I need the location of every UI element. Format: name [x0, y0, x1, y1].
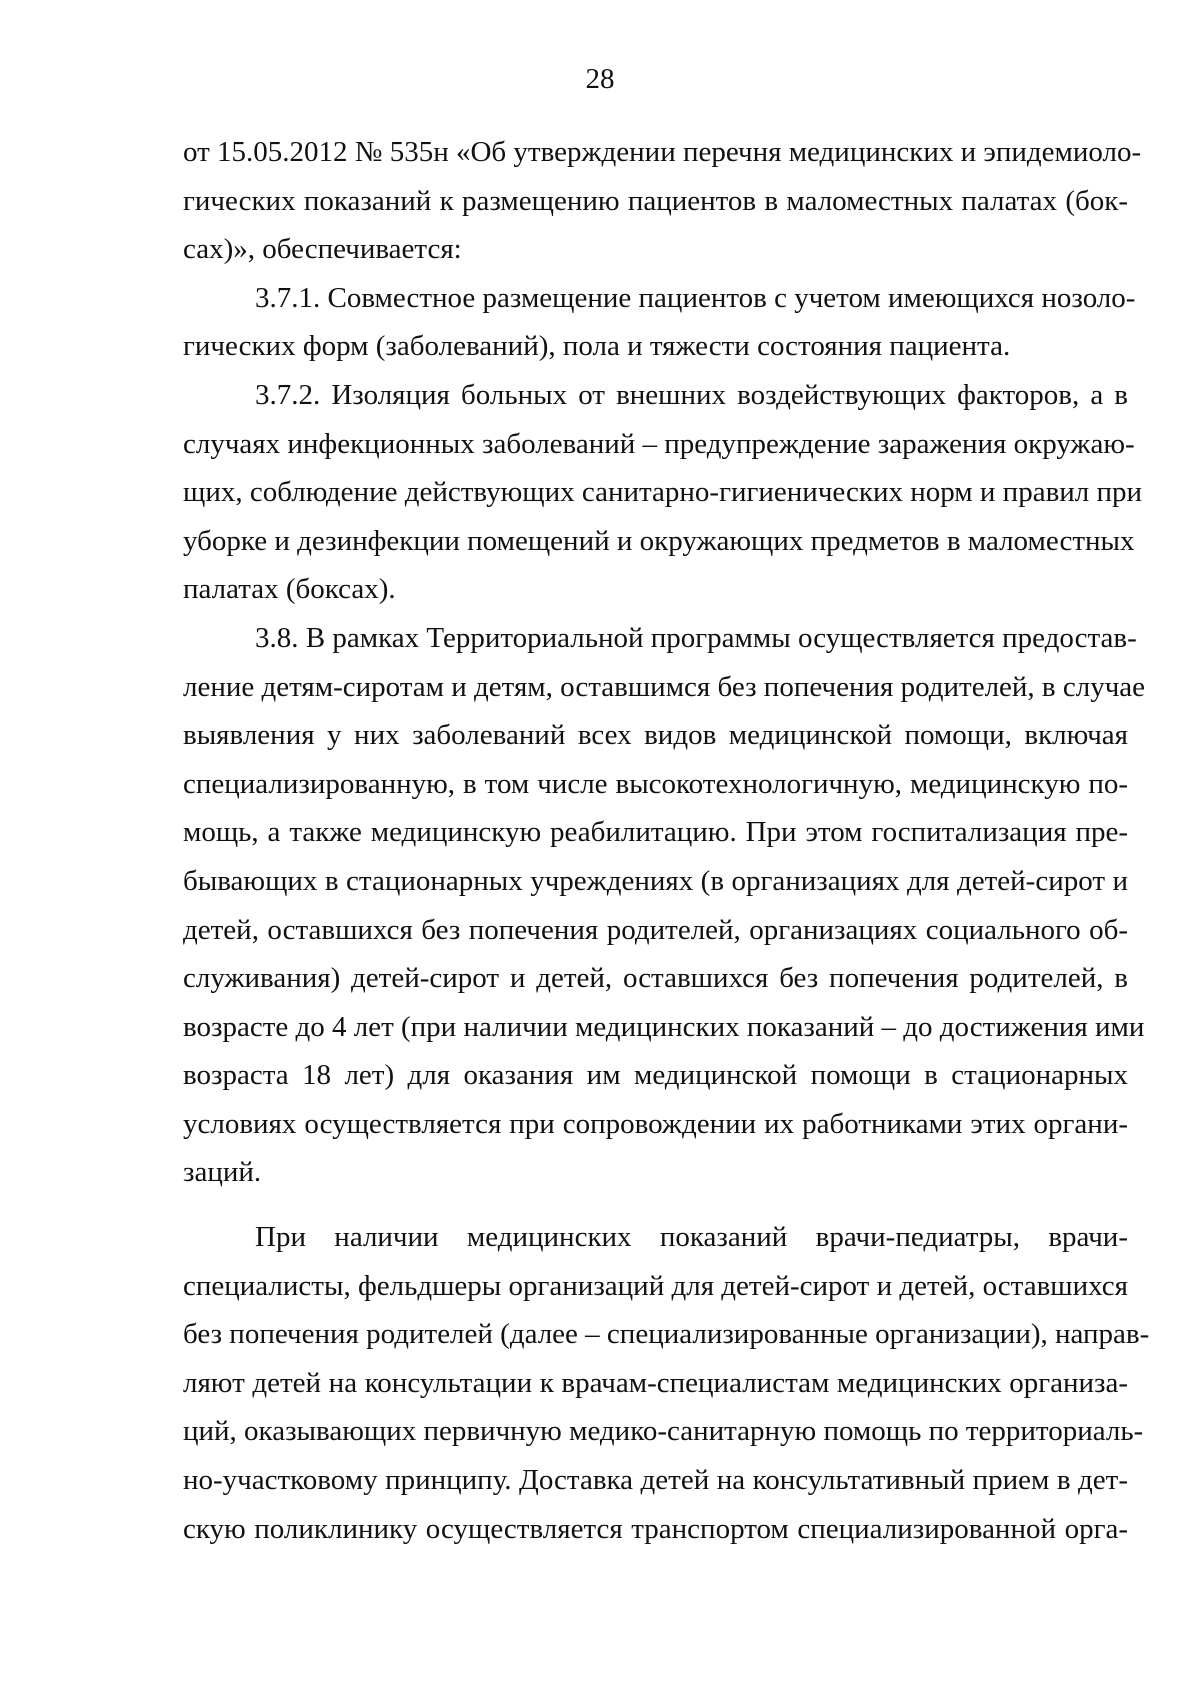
text-line: специализированную, в том числе высокотехнологичную, медицинскую по- — [183, 767, 1128, 800]
text-line: 3.7.1. Совместное размещение пациентов с учетом имеющихся нозоло- — [255, 281, 1136, 314]
text-line: гических показаний к размещению пациентов в маломестных палатах (бок- — [183, 184, 1128, 217]
page-number: 28 — [585, 63, 615, 95]
text-line: 3.8. В рамках Территориальной программы осуществляется предостав- — [255, 621, 1137, 654]
paragraph-gap — [183, 1197, 1128, 1213]
text-line: щих, соблюдение действующих санитарно-гигиенических норм и правил при — [183, 476, 1143, 509]
text-line: служивания) детей-сирот и детей, оставшихся без попечения родителей, в — [183, 962, 1128, 995]
text-line: возраста 18 лет) для оказания им медицинской помощи в стационарных — [183, 1059, 1128, 1092]
text-line: выявления у них заболеваний всех видов медицинской помощи, включая — [183, 719, 1128, 752]
text-line: гических форм (заболеваний), пола и тяжести состояния пациента. — [183, 330, 1011, 363]
text-line: условиях осуществляется при сопровождении их работниками этих органи- — [183, 1107, 1128, 1140]
document-body — [183, 128, 1150, 1553]
text-line: от 15.05.2012 № 535н «Об утверждении перечня медицинских и эпидемиоло- — [183, 136, 1142, 168]
text-line: При наличии медицинских показаний врачи-педиатры, врачи- — [255, 1221, 1128, 1254]
text-line: но-участковому принципу. Доставка детей на консультативный прием в дет- — [183, 1464, 1128, 1497]
text-line: детей, оставшихся без попечения родителей, организациях социального об- — [183, 913, 1128, 946]
text-line: без попечения родителей (далее – специализированные организации), направ- — [183, 1318, 1150, 1351]
text-line: ляют детей на консультации к врачам-специалистам медицинских организа- — [183, 1366, 1128, 1399]
text-line: скую поликлинику осуществляется транспортом специализированной орга- — [183, 1512, 1128, 1545]
text-line: ций, оказывающих первичную медико-санитарную помощь по территориаль- — [183, 1415, 1144, 1448]
text-line: случаях инфекционных заболеваний – предупреждение заражения окружаю- — [183, 427, 1135, 460]
text-line: специалисты, фельдшеры организаций для детей-сирот и детей, оставшихся — [183, 1269, 1128, 1302]
text-line: возрасте до 4 лет (при наличии медицинских показаний – до достижения ими — [183, 1010, 1145, 1043]
text-line: уборке и дезинфекции помещений и окружающих предметов в маломестных — [183, 524, 1135, 557]
text-line: бывающих в стационарных учреждениях (в организациях для детей-сирот и — [183, 864, 1128, 897]
text-line: сах)», обеспечивается: — [183, 233, 462, 266]
text-line: палатах (боксах). — [183, 573, 396, 606]
text-line: заций. — [183, 1156, 262, 1189]
text-line: ление детям-сиротам и детям, оставшимся без попечения родителей, в случае — [183, 670, 1146, 703]
text-line: 3.7.2. Изоляция больных от внешних воздействующих факторов, а в — [255, 378, 1128, 411]
text-line: мощь, а также медицинскую реабилитацию. При этом госпитализация пре- — [183, 816, 1128, 849]
